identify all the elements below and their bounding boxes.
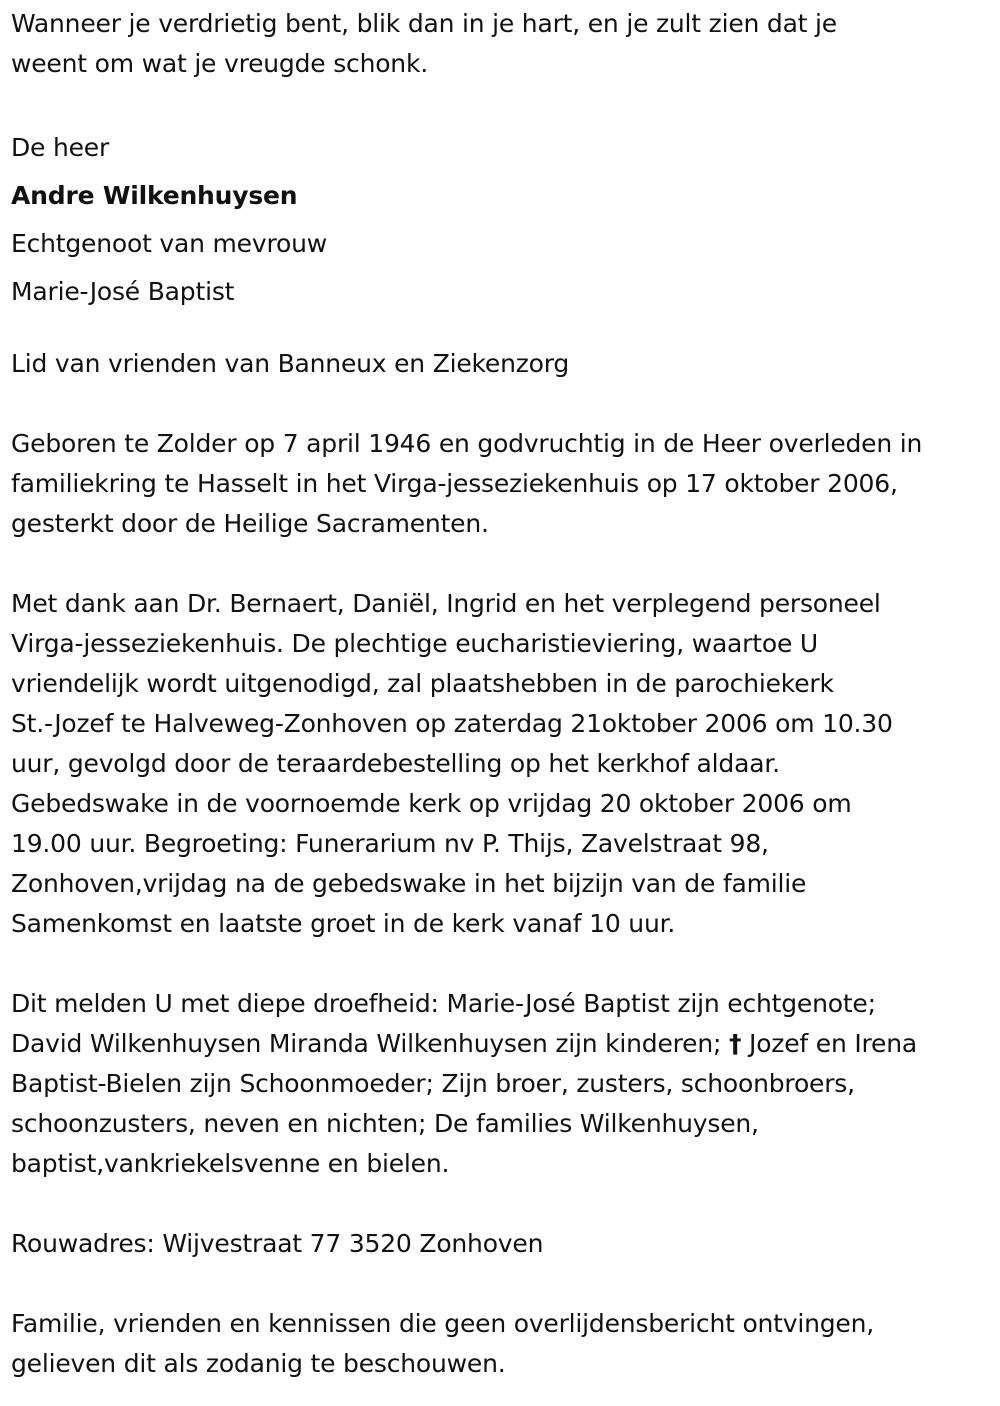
spouse-name: Marie-José Baptist: [11, 277, 235, 306]
paragraph-line: baptist,vankriekelsvenne en bielen.: [11, 1149, 450, 1178]
spacer: [11, 544, 991, 584]
membership-text: Lid van vrienden van Banneux en Ziekenzorg: [11, 349, 570, 378]
paragraph-line: Baptist-Bielen zijn Schoonmoeder; Zijn broer, zusters, schoonbroers,: [11, 1069, 855, 1098]
mourning-address: Rouwadres: Wijvestraat 77 3520 Zonhoven: [11, 1229, 544, 1258]
paragraph-line: familiekring te Hasselt in het Virga-jesseziekenhuis op 17 oktober 2006,: [11, 469, 898, 498]
deceased-name: Andre Wilkenhuysen: [11, 181, 298, 210]
spouse-label: Echtgenoot van mevrouw: [11, 229, 327, 258]
motto-line-1: Wanneer je verdrietig bent, blik dan in je hart, en je zult zien dat je: [11, 9, 837, 38]
motto-block: [11, 4, 991, 84]
paragraph-line: Samenkomst en laatste groet in de kerk vanaf 10 uur.: [11, 909, 676, 938]
paragraph-line: Zonhoven,vrijdag na de gebedswake in het bijzijn van de familie: [11, 869, 807, 898]
paragraph-line: Geboren te Zolder op 7 april 1946 en godvruchtig in de Heer overleden in: [11, 429, 923, 458]
paragraph-line: Gebedswake in de voornoemde kerk op vrijdag 20 oktober 2006 om: [11, 789, 852, 818]
spacer: [11, 316, 991, 344]
paragraph-line: Dit melden U met diepe droefheid: Marie-José Baptist zijn echtgenote;: [11, 989, 876, 1018]
paragraph-line: vriendelijk wordt uitgenodigd, zal plaatshebben in de parochiekerk: [11, 669, 834, 698]
birth-death-paragraph: [11, 424, 991, 544]
cross-icon: †: [728, 1029, 742, 1058]
paragraph-line: gelieven dit als zodanig te beschouwen.: [11, 1349, 506, 1378]
spacer: [11, 1184, 991, 1224]
family-text: David Wilkenhuysen Miranda Wilkenhuysen zijn kinderen;: [11, 1029, 729, 1058]
obituary-document: [11, 4, 991, 1384]
paragraph-line: schoonzusters, neven en nichten; De families Wilkenhuysen,: [11, 1109, 759, 1138]
spacer: [11, 944, 991, 984]
motto-line-2: weent om wat je vreugde schonk.: [11, 49, 428, 78]
paragraph-line: uur, gevolgd door de teraardebestelling op het kerkhof aldaar.: [11, 749, 780, 778]
header-block: [11, 124, 991, 316]
title: De heer: [11, 133, 110, 162]
paragraph-line: 19.00 uur. Begroeting: Funerarium nv P. Thijs, Zavelstraat 98,: [11, 829, 769, 858]
closing-paragraph: [11, 1304, 991, 1384]
paragraph-line: gesterkt door de Heilige Sacramenten.: [11, 509, 489, 538]
thanks-ceremony-paragraph: [11, 584, 991, 944]
family-text: Jozef en Irena: [741, 1029, 917, 1058]
spacer: [11, 1264, 991, 1304]
family-paragraph: [11, 984, 991, 1184]
paragraph-line: Met dank aan Dr. Bernaert, Daniël, Ingrid en het verplegend personeel: [11, 589, 881, 618]
paragraph-line: Virga-jesseziekenhuis. De plechtige eucharistieviering, waartoe U: [11, 629, 818, 658]
spacer: [11, 84, 991, 124]
paragraph-line: St.-Jozef te Halveweg-Zonhoven op zaterdag 21oktober 2006 om 10.30: [11, 709, 893, 738]
paragraph-line: Familie, vrienden en kennissen die geen overlijdensbericht ontvingen,: [11, 1309, 875, 1338]
spacer: [11, 384, 991, 424]
paragraph-line: [11, 1024, 991, 1064]
